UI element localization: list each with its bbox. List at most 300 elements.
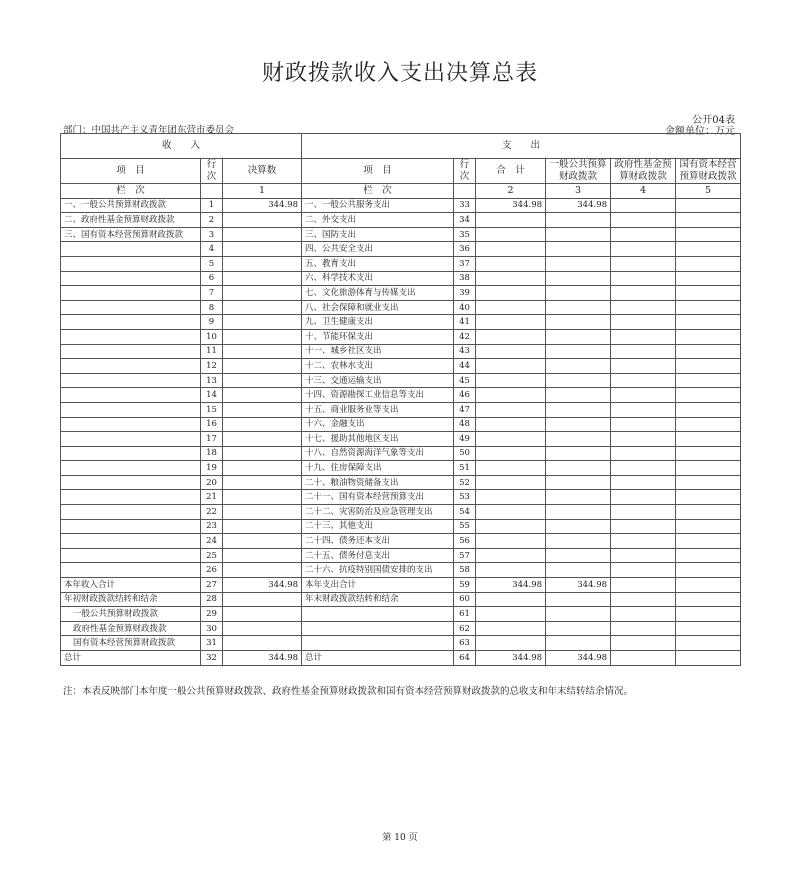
expense-item — [302, 636, 454, 651]
col-3: 3 — [546, 184, 611, 199]
income-amount — [223, 300, 302, 315]
income-line-no: 31 — [201, 636, 223, 651]
income-line-no: 2 — [201, 213, 223, 228]
income-line-no: 11 — [201, 344, 223, 359]
state-capital-amount — [676, 505, 741, 520]
general-budget-amount — [546, 519, 611, 534]
table-row — [61, 636, 741, 651]
gov-fund-amount — [611, 578, 676, 593]
income-line-no: 21 — [201, 490, 223, 505]
table-row — [61, 432, 741, 447]
total-amount — [476, 329, 546, 344]
gov-fund-amount — [611, 432, 676, 447]
expense-line-no: 40 — [454, 300, 476, 315]
expense-line-no: 55 — [454, 519, 476, 534]
state-capital-amount — [676, 432, 741, 447]
general-budget-amount: 344.98 — [546, 198, 611, 213]
table-row — [61, 607, 741, 622]
income-amount — [223, 432, 302, 447]
page-number: 第 10 页 — [382, 833, 418, 843]
total-amount — [476, 373, 546, 388]
general-budget-amount — [546, 461, 611, 476]
table-row — [61, 271, 741, 286]
income-amount — [223, 490, 302, 505]
income-amount — [223, 417, 302, 432]
total-amount — [476, 388, 546, 403]
state-capital-amount — [676, 417, 741, 432]
column-index-row — [61, 184, 741, 199]
income-item — [61, 519, 201, 534]
form-number: 公开04表 — [692, 115, 735, 126]
expense-line-no: 42 — [454, 329, 476, 344]
total-amount — [476, 286, 546, 301]
budget-table — [60, 133, 741, 666]
table-row — [61, 519, 741, 534]
income-item: 总计 — [61, 651, 201, 666]
income-line-no: 13 — [201, 373, 223, 388]
expense-item: 二十四、债务还本支出 — [302, 534, 454, 549]
expense-item — [302, 621, 454, 636]
income-item: 二、政府性基金预算财政拨款 — [61, 213, 201, 228]
total-amount — [476, 446, 546, 461]
income-item — [61, 242, 201, 257]
table-row — [61, 592, 741, 607]
total-amount — [476, 592, 546, 607]
income-amount — [223, 505, 302, 520]
final-amount-header: 决算数 — [223, 159, 302, 184]
total-amount — [476, 417, 546, 432]
general-budget-amount — [546, 213, 611, 228]
expense-item: 八、社会保障和就业支出 — [302, 300, 454, 315]
income-line-no: 27 — [201, 578, 223, 593]
income-item — [61, 402, 201, 417]
table-row — [61, 227, 741, 242]
gov-fund-amount — [611, 242, 676, 257]
state-capital-amount — [676, 344, 741, 359]
state-capital-amount — [676, 286, 741, 301]
expense-line-no: 34 — [454, 213, 476, 228]
state-capital-amount — [676, 475, 741, 490]
income-item: 政府性基金预算财政拨款 — [61, 621, 201, 636]
total-amount — [476, 607, 546, 622]
income-amount — [223, 359, 302, 374]
expense-item: 二十三、其他支出 — [302, 519, 454, 534]
expense-line-no: 51 — [454, 461, 476, 476]
state-capital-amount — [676, 271, 741, 286]
state-capital-amount — [676, 548, 741, 563]
expense-line-no: 54 — [454, 505, 476, 520]
expense-line-no: 46 — [454, 388, 476, 403]
table-row — [61, 344, 741, 359]
income-line-no: 16 — [201, 417, 223, 432]
income-line-no: 8 — [201, 300, 223, 315]
income-item — [61, 475, 201, 490]
table-row — [61, 461, 741, 476]
table-row — [61, 300, 741, 315]
income-amount — [223, 548, 302, 563]
income-item — [61, 256, 201, 271]
general-budget-amount — [546, 315, 611, 330]
expense-line-no: 57 — [454, 548, 476, 563]
income-amount — [223, 475, 302, 490]
expense-item: 总计 — [302, 651, 454, 666]
expense-item: 十三、交通运输支出 — [302, 373, 454, 388]
expense-line-no: 37 — [454, 256, 476, 271]
state-capital-amount — [676, 636, 741, 651]
unit-label: 金额单位：万元 — [665, 126, 735, 137]
state-capital-amount — [676, 315, 741, 330]
income-item — [61, 505, 201, 520]
income-amount: 344.98 — [223, 578, 302, 593]
income-item — [61, 461, 201, 476]
general-budget-amount — [546, 490, 611, 505]
expense-line-no: 61 — [454, 607, 476, 622]
expense-line-no: 38 — [454, 271, 476, 286]
general-budget-amount: 344.98 — [546, 651, 611, 666]
general-budget-amount — [546, 271, 611, 286]
expense-line-no: 58 — [454, 563, 476, 578]
expense-item: 二十二、灾害防治及应急管理支出 — [302, 505, 454, 520]
state-capital-amount — [676, 446, 741, 461]
income-amount — [223, 213, 302, 228]
table-row — [61, 373, 741, 388]
income-line-header: 行次 — [201, 159, 223, 184]
income-line-no: 15 — [201, 402, 223, 417]
col-2: 2 — [476, 184, 546, 199]
income-item — [61, 563, 201, 578]
income-item — [61, 344, 201, 359]
col-1: 1 — [223, 184, 302, 199]
state-capital-amount — [676, 242, 741, 257]
state-capital-amount — [676, 402, 741, 417]
expense-item: 二十五、债务付息支出 — [302, 548, 454, 563]
general-budget-amount — [546, 344, 611, 359]
total-amount — [476, 359, 546, 374]
gov-fund-amount — [611, 651, 676, 666]
expense-header: 支 出 — [302, 134, 741, 159]
income-line-no: 23 — [201, 519, 223, 534]
income-item — [61, 417, 201, 432]
section-header-row — [61, 134, 741, 159]
income-item — [61, 300, 201, 315]
general-budget-amount — [546, 227, 611, 242]
income-line-no: 17 — [201, 432, 223, 447]
expense-item: 十四、资源勘探工业信息等支出 — [302, 388, 454, 403]
income-line-no: 1 — [201, 198, 223, 213]
income-line-no: 7 — [201, 286, 223, 301]
income-line-no: 5 — [201, 256, 223, 271]
income-amount — [223, 592, 302, 607]
expense-item: 十八、自然资源海洋气象等支出 — [302, 446, 454, 461]
income-amount — [223, 519, 302, 534]
state-capital-amount — [676, 651, 741, 666]
income-amount — [223, 286, 302, 301]
table-row — [61, 286, 741, 301]
table-row — [61, 651, 741, 666]
total-amount — [476, 621, 546, 636]
expense-item: 二、外交支出 — [302, 213, 454, 228]
total-amount — [476, 505, 546, 520]
expense-item: 十一、城乡社区支出 — [302, 344, 454, 359]
expense-line-no: 59 — [454, 578, 476, 593]
income-amount — [223, 461, 302, 476]
total-amount: 344.98 — [476, 578, 546, 593]
general-budget-amount — [546, 242, 611, 257]
table-row — [61, 548, 741, 563]
income-line-no: 3 — [201, 227, 223, 242]
income-amount — [223, 388, 302, 403]
expense-item: 六、科学技术支出 — [302, 271, 454, 286]
total-amount — [476, 475, 546, 490]
income-item — [61, 388, 201, 403]
general-budget-amount — [546, 300, 611, 315]
expense-line-no: 44 — [454, 359, 476, 374]
income-item — [61, 286, 201, 301]
total-amount — [476, 300, 546, 315]
expense-line-no: 63 — [454, 636, 476, 651]
income-item — [61, 359, 201, 374]
income-item — [61, 373, 201, 388]
expense-line-no: 50 — [454, 446, 476, 461]
table-row — [61, 213, 741, 228]
column-header-row — [61, 159, 741, 184]
income-amount: 344.98 — [223, 651, 302, 666]
total-amount — [476, 519, 546, 534]
expense-item — [302, 607, 454, 622]
expense-line-no: 35 — [454, 227, 476, 242]
general-budget-amount — [546, 621, 611, 636]
table-row — [61, 563, 741, 578]
expense-line-no: 47 — [454, 402, 476, 417]
expense-item: 本年支出合计 — [302, 578, 454, 593]
income-item: 一般公共预算财政拨款 — [61, 607, 201, 622]
expense-item: 十、节能环保支出 — [302, 329, 454, 344]
table-row — [61, 359, 741, 374]
income-item — [61, 315, 201, 330]
income-item: 国有资本经营预算财政拨款 — [61, 636, 201, 651]
state-capital-amount — [676, 227, 741, 242]
income-line-no: 20 — [201, 475, 223, 490]
state-capital-amount — [676, 373, 741, 388]
income-line-no: 18 — [201, 446, 223, 461]
income-item: 本年收入合计 — [61, 578, 201, 593]
state-capital-amount — [676, 359, 741, 374]
total-header: 合 计 — [476, 159, 546, 184]
gov-fund-amount — [611, 402, 676, 417]
income-line-no: 12 — [201, 359, 223, 374]
income-item — [61, 329, 201, 344]
gov-fund-header: 政府性基金预算财政拨款 — [611, 159, 676, 184]
gov-fund-amount — [611, 548, 676, 563]
table-row — [61, 388, 741, 403]
expense-item: 十九、住房保障支出 — [302, 461, 454, 476]
expense-line-header: 行次 — [454, 159, 476, 184]
table-row — [61, 621, 741, 636]
expense-line-no: 52 — [454, 475, 476, 490]
gov-fund-amount — [611, 417, 676, 432]
gov-fund-amount — [611, 475, 676, 490]
income-line-no: 29 — [201, 607, 223, 622]
expense-item: 十五、商业服务业等支出 — [302, 402, 454, 417]
state-capital-amount — [676, 256, 741, 271]
state-capital-amount — [676, 607, 741, 622]
income-line-no: 26 — [201, 563, 223, 578]
income-item: 年初财政拨款结转和结余 — [61, 592, 201, 607]
income-line-no: 10 — [201, 329, 223, 344]
income-line-no: 9 — [201, 315, 223, 330]
general-budget-amount — [546, 359, 611, 374]
table-row — [61, 446, 741, 461]
expense-item: 二十、粮油物资储备支出 — [302, 475, 454, 490]
expense-line-no: 53 — [454, 490, 476, 505]
general-budget-amount — [546, 505, 611, 520]
state-capital-amount — [676, 534, 741, 549]
expense-line-no: 33 — [454, 198, 476, 213]
gov-fund-amount — [611, 519, 676, 534]
total-amount — [476, 563, 546, 578]
income-amount — [223, 607, 302, 622]
state-capital-amount — [676, 329, 741, 344]
expense-line-no: 49 — [454, 432, 476, 447]
table-row — [61, 256, 741, 271]
total-amount — [476, 227, 546, 242]
income-item — [61, 490, 201, 505]
general-budget-amount — [546, 592, 611, 607]
expense-item: 十六、金融支出 — [302, 417, 454, 432]
income-line-no: 30 — [201, 621, 223, 636]
gov-fund-amount — [611, 329, 676, 344]
state-capital-amount — [676, 213, 741, 228]
gov-fund-amount — [611, 505, 676, 520]
income-item: 三、国有资本经营预算财政拨款 — [61, 227, 201, 242]
gov-fund-amount — [611, 563, 676, 578]
expense-line-no: 36 — [454, 242, 476, 257]
income-item — [61, 548, 201, 563]
total-amount — [476, 402, 546, 417]
income-item-header: 项 目 — [61, 159, 201, 184]
gov-fund-amount — [611, 373, 676, 388]
income-amount — [223, 256, 302, 271]
income-item: 一、一般公共预算财政拨款 — [61, 198, 201, 213]
expense-line-no: 64 — [454, 651, 476, 666]
income-amount — [223, 446, 302, 461]
total-amount — [476, 432, 546, 447]
table-row — [61, 417, 741, 432]
gov-fund-amount — [611, 271, 676, 286]
general-budget-amount — [546, 256, 611, 271]
income-amount — [223, 227, 302, 242]
gov-fund-amount — [611, 461, 676, 476]
gov-fund-amount — [611, 359, 676, 374]
income-item — [61, 271, 201, 286]
income-line-no: 24 — [201, 534, 223, 549]
total-amount: 344.98 — [476, 198, 546, 213]
total-amount — [476, 461, 546, 476]
expense-line-no: 43 — [454, 344, 476, 359]
income-amount — [223, 621, 302, 636]
general-budget-amount — [546, 563, 611, 578]
state-capital-amount — [676, 519, 741, 534]
table-row — [61, 315, 741, 330]
total-amount — [476, 548, 546, 563]
expense-item: 七、文化旅游体育与传媒支出 — [302, 286, 454, 301]
income-header: 收 入 — [61, 134, 302, 159]
income-amount — [223, 563, 302, 578]
income-amount — [223, 329, 302, 344]
expense-line-no: 39 — [454, 286, 476, 301]
income-line-no: 25 — [201, 548, 223, 563]
income-amount — [223, 373, 302, 388]
state-capital-amount — [676, 300, 741, 315]
income-item — [61, 446, 201, 461]
general-budget-amount — [546, 636, 611, 651]
income-line-no: 32 — [201, 651, 223, 666]
income-amount — [223, 315, 302, 330]
general-budget-amount — [546, 388, 611, 403]
general-budget-amount — [546, 534, 611, 549]
income-item — [61, 432, 201, 447]
gov-fund-amount — [611, 388, 676, 403]
gov-fund-amount — [611, 621, 676, 636]
expense-item: 年末财政拨款结转和结余 — [302, 592, 454, 607]
table-row — [61, 505, 741, 520]
expense-item: 二十一、国有资本经营预算支出 — [302, 490, 454, 505]
state-capital-amount — [676, 592, 741, 607]
income-line-no: 19 — [201, 461, 223, 476]
department-label: 部门：中国共产主义青年团东营市委员会 — [63, 125, 235, 136]
gov-fund-amount — [611, 636, 676, 651]
expense-item: 二十六、抗疫特别国债安排的支出 — [302, 563, 454, 578]
table-row — [61, 402, 741, 417]
gov-fund-amount — [611, 227, 676, 242]
general-budget-amount: 344.98 — [546, 578, 611, 593]
page-title: 财政拨款收入支出决算总表 — [261, 61, 538, 86]
income-amount — [223, 242, 302, 257]
general-budget-amount — [546, 286, 611, 301]
col-4: 4 — [611, 184, 676, 199]
income-item — [61, 534, 201, 549]
table-row — [61, 329, 741, 344]
total-amount — [476, 490, 546, 505]
gov-fund-amount — [611, 213, 676, 228]
gov-fund-amount — [611, 446, 676, 461]
general-budget-amount — [546, 432, 611, 447]
gov-fund-amount — [611, 490, 676, 505]
table-row — [61, 242, 741, 257]
total-amount — [476, 271, 546, 286]
income-line-no: 28 — [201, 592, 223, 607]
expense-line-no: 45 — [454, 373, 476, 388]
col-label: 栏 次 — [61, 184, 201, 199]
gov-fund-amount — [611, 300, 676, 315]
income-line-no: 22 — [201, 505, 223, 520]
income-line-no: 14 — [201, 388, 223, 403]
exp-col-label: 栏 次 — [302, 184, 454, 199]
expense-item: 十二、农林水支出 — [302, 359, 454, 374]
general-budget-amount — [546, 475, 611, 490]
income-amount: 344.98 — [223, 198, 302, 213]
state-capital-amount — [676, 563, 741, 578]
total-amount — [476, 344, 546, 359]
total-amount: 344.98 — [476, 651, 546, 666]
gov-fund-amount — [611, 607, 676, 622]
state-capital-amount — [676, 388, 741, 403]
state-capital-amount — [676, 578, 741, 593]
total-amount — [476, 256, 546, 271]
general-budget-amount — [546, 548, 611, 563]
table-row — [61, 578, 741, 593]
expense-line-no: 41 — [454, 315, 476, 330]
